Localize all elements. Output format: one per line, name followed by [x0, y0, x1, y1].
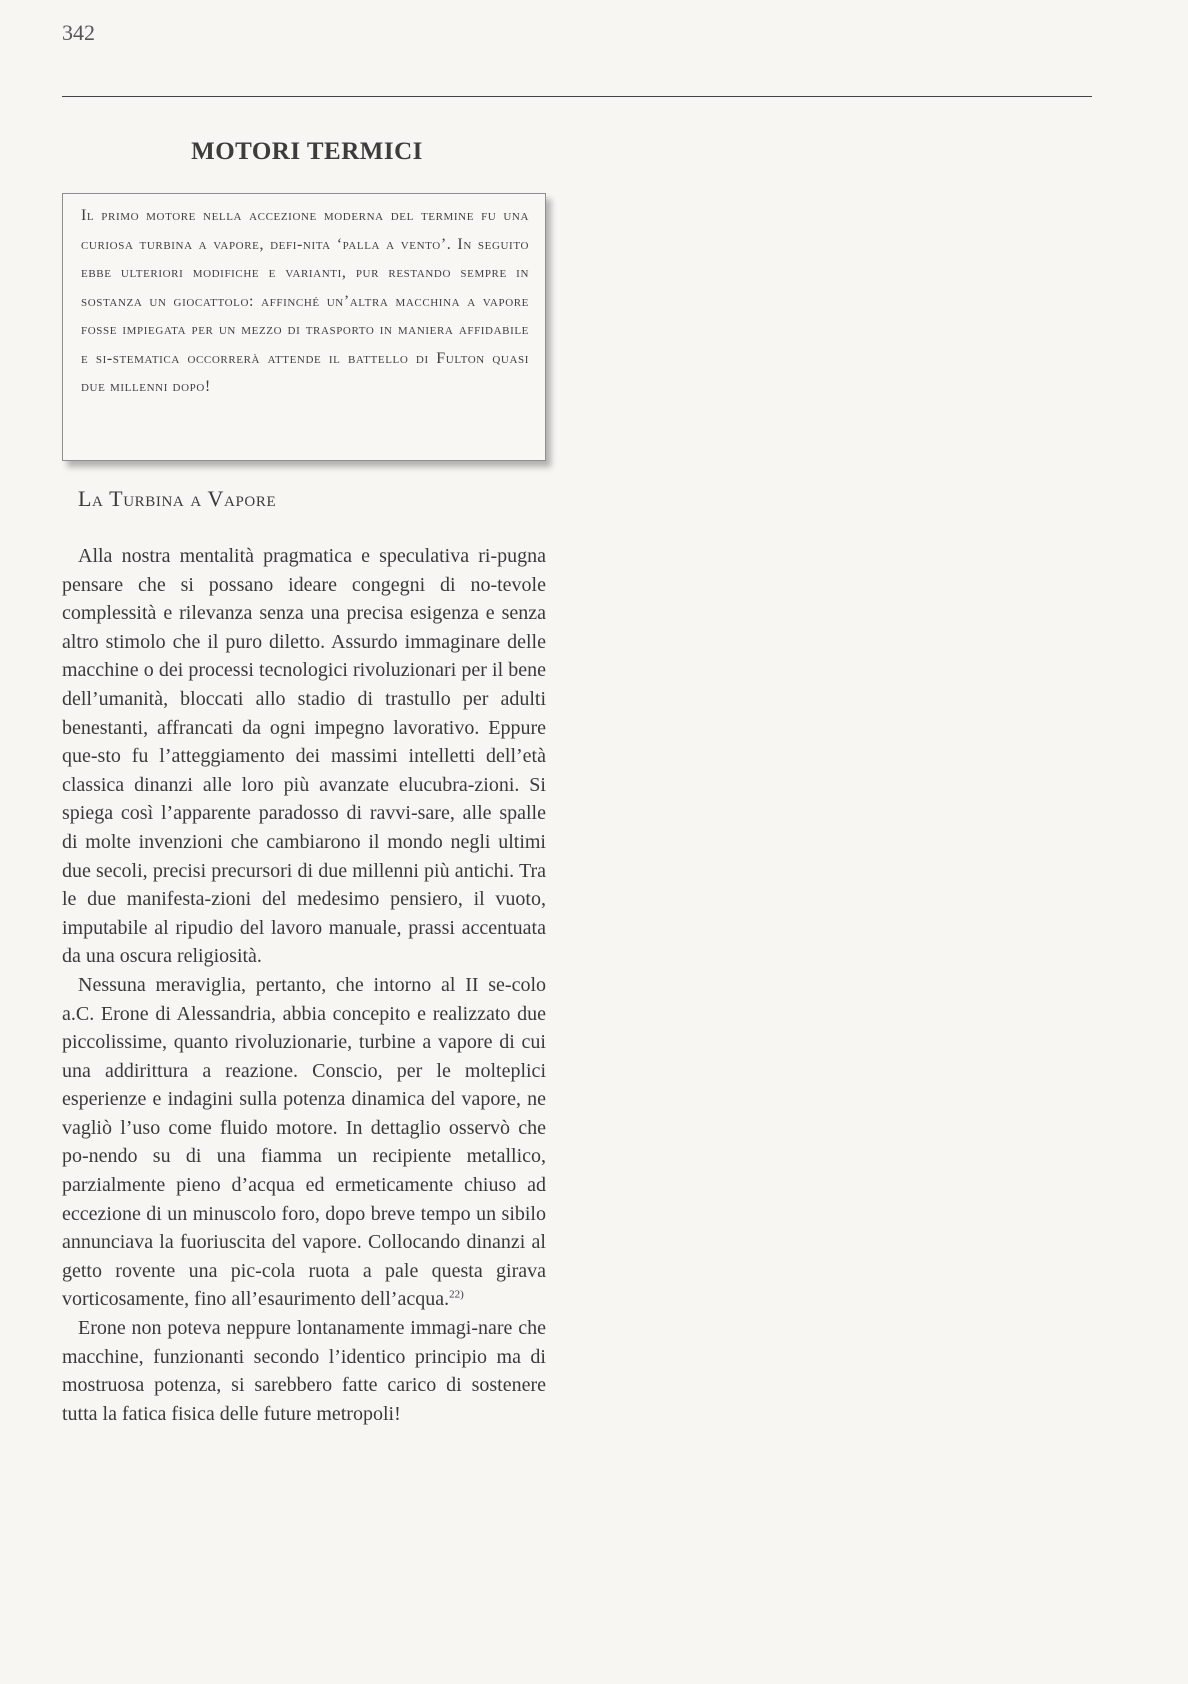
- page-number: 342: [62, 20, 95, 45]
- abstract-text: Il primo motore nella accezione moderna del termine fu una curiosa turbina a vapore, defi-nita ‘palla a vento’. In seguito ebbe ulteriori modifiche e varianti, pur restando sempre in sostanza un giocattolo: affinché un’altra macchina a vapore fosse impiegata per un mezzo di trasporto in maniera affidabile e si-stematica occorrerà attende il battello di Fulton quasi due millenni dopo!: [81, 207, 529, 395]
- chapter-title: MOTORI TERMICI: [191, 138, 423, 165]
- section-title: La Turbina a Vapore: [78, 486, 277, 511]
- body-text: [62, 542, 546, 1428]
- header-rule: [62, 96, 1092, 97]
- paragraph-1: Alla nostra mentalità pragmatica e speculativa ri-pugna pensare che si possano ideare congegni di no-tevole complessità e rilevanza senza una precisa esigenza e senza altro stimolo che il puro diletto. Assurdo immaginare delle macchine o dei processi tecnologici rivoluzionari per il bene dell’umanità, bloccati allo stadio di trastullo per adulti benestanti, affrancati da ogni impegno lavorativo. Eppure que-sto fu l’atteggiamento dei massimi intelletti dell’età classica dinanzi alle loro più avanzate elucubra-zioni. Si spiega così l’apparente paradosso di ravvi-sare, alle spalle di molte invenzioni che cambiarono il mondo negli ultimi due secoli, precisi precursori di due millenni più antichi. Tra le due manifesta-zioni del medesimo pensiero, il vuoto, imputabile al ripudio del lavoro manuale, prassi accentuata da una oscura religiosità.: [62, 545, 546, 968]
- abstract-box: [62, 193, 546, 461]
- footnote-reference: 22): [449, 1288, 464, 1301]
- paragraph-3: Erone non poteva neppure lontanamente immagi-nare che macchine, funzionanti secondo l’identico principio ma di mostruosa potenza, si sarebbero fatte carico di sostenere tutta la fatica fisica delle future metropoli!: [62, 1317, 546, 1425]
- paragraph-2: [62, 971, 546, 1314]
- paragraph-2-text: Nessuna meraviglia, pertanto, che intorno al II se-colo a.C. Erone di Alessandria, abbia concepito e realizzato due piccolissime, quanto rivoluzionarie, turbine a vapore di cui una addirittura a reazione. Conscio, per le molteplici esperienze e indagini sulla potenza dinamica del vapore, ne vagliò l’uso come fluido motore. In dettaglio osservò che po-nendo su di una fiamma un recipiente metallico, parzialmente pieno d’acqua ed ermeticamente chiuso ad eccezione di un minuscolo foro, dopo breve tempo un sibilo annunciava la fuoriuscita del vapore. Collocando dinanzi al getto rovente una pic-cola ruota a pale questa girava vorticosamente, fino all’esaurimento dell’acqua.: [62, 973, 546, 1311]
